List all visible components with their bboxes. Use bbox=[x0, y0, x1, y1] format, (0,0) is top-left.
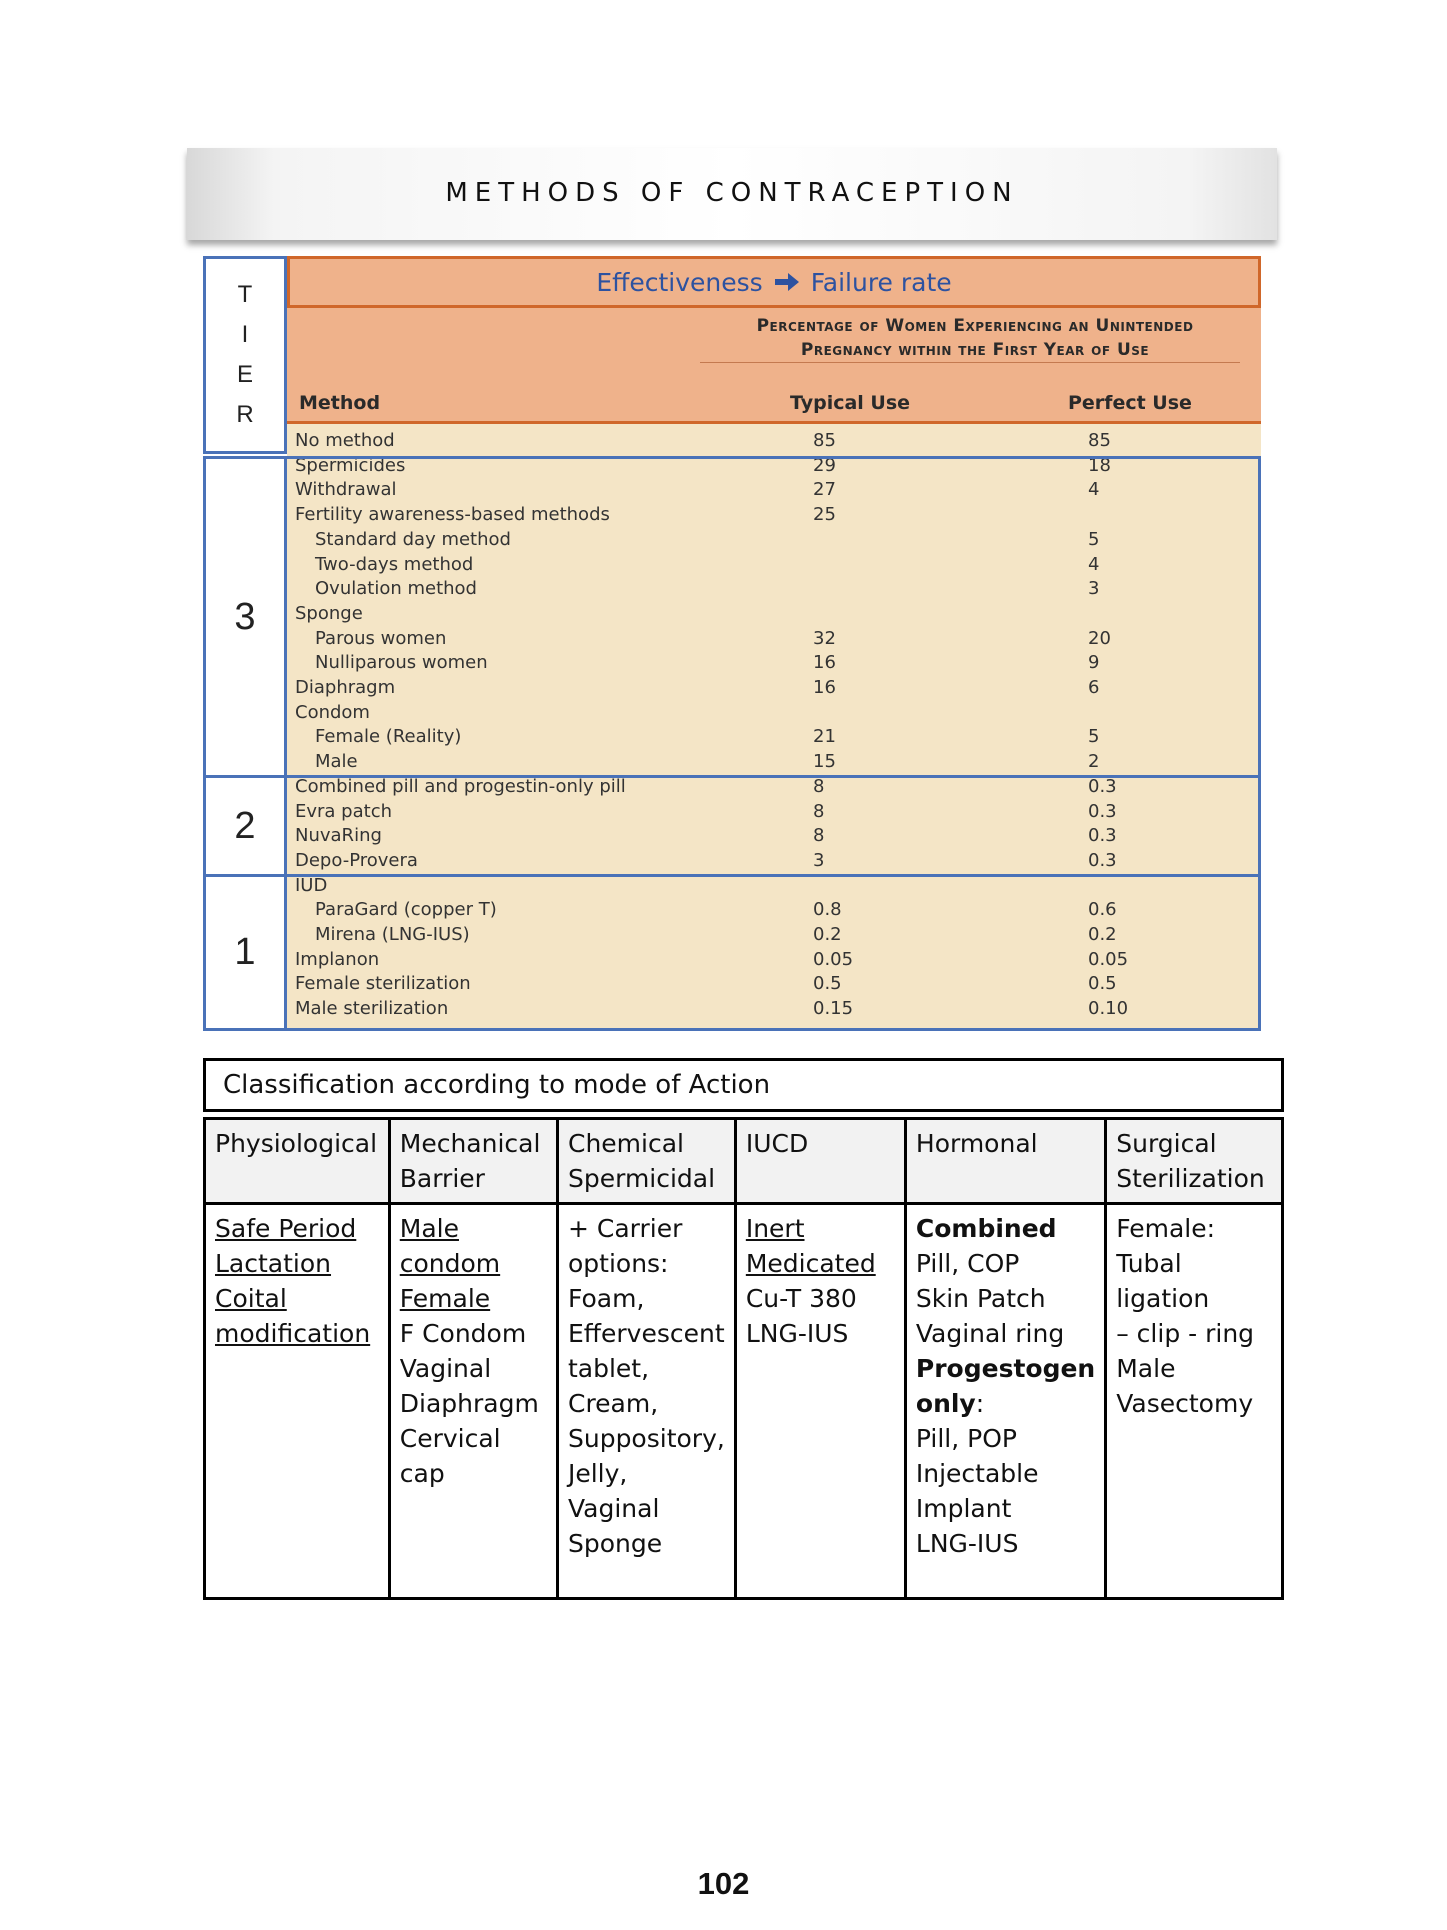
method-name: Condom bbox=[295, 701, 370, 723]
list-item: Inert bbox=[745, 1214, 805, 1243]
list-item: Safe Period bbox=[215, 1214, 357, 1243]
tier-3-label: 3 bbox=[203, 456, 287, 778]
perfect-use-value: 0.05 bbox=[1088, 948, 1129, 970]
list-item: – clip - ring bbox=[1116, 1319, 1255, 1348]
list-item: Cu-T 380 bbox=[745, 1284, 857, 1313]
tier-2-box bbox=[203, 775, 1261, 877]
header-text: Hormonal bbox=[915, 1129, 1038, 1158]
header-text: Spermicidal bbox=[567, 1164, 716, 1193]
tier-1-box bbox=[203, 874, 1261, 1031]
typical-use-value: 27 bbox=[813, 479, 836, 501]
page-title: METHODS OF CONTRACEPTION bbox=[445, 178, 1019, 208]
list-item: Suppository, bbox=[567, 1424, 725, 1453]
list-item: Sponge bbox=[567, 1529, 663, 1558]
list-item: Vaginal ring bbox=[915, 1319, 1065, 1348]
typical-use-value: 85 bbox=[813, 430, 836, 451]
list-item: Tubal ligation bbox=[1116, 1249, 1210, 1313]
list-item: options: bbox=[567, 1249, 669, 1278]
header-text: Sterilization bbox=[1116, 1164, 1265, 1193]
progestogen-only-label bbox=[916, 1386, 1095, 1421]
perfect-use-value: 85 bbox=[1088, 430, 1111, 451]
hormonal-cell bbox=[905, 1204, 1105, 1599]
perfect-use-value: 5 bbox=[1088, 726, 1100, 748]
physiological-cell bbox=[205, 1204, 390, 1599]
percentage-heading-line: Percentage of Women Experiencing an Unintended bbox=[756, 316, 1194, 336]
typical-use-value: 0.15 bbox=[813, 998, 854, 1020]
list-item: Coital bbox=[215, 1284, 287, 1313]
method-name: Diaphragm bbox=[295, 677, 396, 698]
header-text: Barrier bbox=[399, 1164, 485, 1193]
method-name: Male bbox=[315, 751, 358, 773]
tier-letter: I bbox=[241, 321, 249, 348]
list-item: F Condom bbox=[399, 1319, 527, 1348]
table-header-row bbox=[205, 1119, 1283, 1204]
list-item: Pill, POP bbox=[915, 1424, 1017, 1453]
perfect-use-value: 9 bbox=[1088, 652, 1100, 674]
header-iucd bbox=[735, 1119, 905, 1204]
classification-table bbox=[203, 1117, 1284, 1600]
arrow-right-icon bbox=[773, 270, 801, 294]
perfect-use-value: 20 bbox=[1088, 627, 1111, 649]
perfect-use-value: 0.3 bbox=[1088, 825, 1117, 847]
perfect-use-value: 4 bbox=[1088, 553, 1100, 575]
typical-use-value: 0.8 bbox=[813, 899, 842, 921]
typical-use-value: 25 bbox=[813, 504, 836, 526]
list-item: modification bbox=[215, 1319, 371, 1348]
list-item: + Carrier bbox=[567, 1214, 683, 1243]
effectiveness-label: Effectiveness bbox=[596, 267, 763, 297]
list-item: Pill, COP bbox=[915, 1249, 1020, 1278]
tier-letter: R bbox=[236, 401, 254, 428]
column-header-typical: Typical Use bbox=[790, 392, 911, 414]
list-item: Foam, bbox=[567, 1284, 645, 1313]
typical-use-value: 8 bbox=[813, 775, 825, 797]
list-item: Diaphragm bbox=[399, 1389, 539, 1418]
typical-use-value: 8 bbox=[813, 800, 825, 822]
typical-use-value: 16 bbox=[813, 677, 836, 698]
typical-use-value: 21 bbox=[813, 726, 836, 748]
header-chemical bbox=[557, 1119, 735, 1204]
tier-header bbox=[203, 256, 287, 454]
header-text: Chemical bbox=[567, 1129, 684, 1158]
typical-use-value: 32 bbox=[813, 627, 836, 649]
effectiveness-title bbox=[287, 256, 1261, 308]
header-mechanical bbox=[389, 1119, 557, 1204]
method-name: Depo-Provera bbox=[295, 849, 418, 871]
perfect-use-value: 2 bbox=[1088, 751, 1100, 773]
progestogen-only-text: only bbox=[915, 1389, 976, 1418]
typical-use-value: 3 bbox=[813, 849, 825, 871]
list-item: Female bbox=[399, 1284, 491, 1313]
perfect-use-value: 0.2 bbox=[1088, 924, 1117, 945]
method-name: Fertility awareness-based methods bbox=[295, 504, 610, 526]
header-text: IUCD bbox=[745, 1129, 809, 1158]
list-item: Female: bbox=[1116, 1214, 1216, 1243]
table-body-row bbox=[205, 1204, 1283, 1599]
typical-use-value: 8 bbox=[813, 825, 825, 847]
list-item: Skin Patch bbox=[915, 1284, 1046, 1313]
header-hormonal bbox=[905, 1119, 1105, 1204]
perfect-use-value: 0.3 bbox=[1088, 800, 1117, 822]
list-item: Injectable bbox=[915, 1459, 1039, 1488]
percentage-heading bbox=[695, 314, 1255, 362]
effectiveness-table bbox=[203, 256, 1261, 1031]
perfect-use-value: 0.3 bbox=[1088, 849, 1117, 871]
perfect-use-value: 18 bbox=[1088, 454, 1111, 476]
heading-rule bbox=[700, 362, 1240, 363]
column-header-perfect: Perfect Use bbox=[1068, 392, 1192, 414]
combined-label: Combined bbox=[915, 1214, 1057, 1243]
perfect-use-value: 6 bbox=[1088, 677, 1100, 698]
perfect-use-value: 3 bbox=[1088, 578, 1100, 600]
perfect-use-value: 0.10 bbox=[1088, 998, 1129, 1020]
list-item: Male bbox=[399, 1214, 459, 1243]
list-item: Cervical cap bbox=[399, 1424, 501, 1488]
list-item: tablet, bbox=[567, 1354, 650, 1383]
mechanical-cell bbox=[389, 1204, 557, 1599]
list-item: LNG-IUS bbox=[745, 1319, 849, 1348]
header-banner bbox=[187, 148, 1277, 240]
column-header-method: Method bbox=[299, 392, 381, 414]
progestogen-label: Progestogen bbox=[915, 1354, 1096, 1383]
method-name: Male sterilization bbox=[295, 998, 449, 1020]
table-row bbox=[295, 428, 1245, 453]
list-item: Vaginal bbox=[567, 1494, 660, 1523]
list-item: Male bbox=[1116, 1354, 1176, 1383]
typical-use-value: 15 bbox=[813, 751, 836, 773]
header-physiological bbox=[205, 1119, 390, 1204]
typical-use-value: 29 bbox=[813, 454, 836, 476]
method-name: Female sterilization bbox=[295, 973, 471, 995]
percentage-heading-line: Pregnancy within the First Year of Use bbox=[800, 340, 1150, 360]
tier-letter: T bbox=[237, 281, 253, 308]
method-name: Mirena (LNG-IUS) bbox=[315, 924, 470, 945]
typical-use-value: 16 bbox=[813, 652, 836, 674]
method-name: Standard day method bbox=[315, 528, 511, 550]
list-item: Jelly, bbox=[567, 1459, 628, 1488]
method-name: Parous women bbox=[315, 627, 447, 649]
method-name: Withdrawal bbox=[295, 479, 397, 501]
method-name: No method bbox=[295, 430, 395, 451]
iucd-cell bbox=[735, 1204, 905, 1599]
method-name: Nulliparous women bbox=[315, 652, 488, 674]
tier-1-label: 1 bbox=[203, 874, 287, 1031]
perfect-use-value: 0.6 bbox=[1088, 899, 1117, 921]
list-item: Effervescent bbox=[567, 1319, 725, 1348]
method-name: Sponge bbox=[295, 602, 363, 624]
list-item: condom bbox=[399, 1249, 501, 1278]
method-name: IUD bbox=[295, 874, 328, 896]
method-name: Combined pill and progestin-only pill bbox=[295, 775, 626, 797]
list-item: Vasectomy bbox=[1116, 1389, 1254, 1418]
list-item: Medicated bbox=[745, 1249, 876, 1278]
perfect-use-value: 5 bbox=[1088, 528, 1100, 550]
typical-use-value: 0.05 bbox=[813, 948, 854, 970]
failure-rate-label: Failure rate bbox=[810, 267, 952, 297]
surgical-cell bbox=[1106, 1204, 1283, 1599]
classification-title: Classification according to mode of Action bbox=[203, 1058, 1284, 1112]
tier-3-box bbox=[203, 456, 1261, 778]
method-name: Spermicides bbox=[295, 454, 406, 476]
header-text: Mechanical bbox=[399, 1129, 541, 1158]
method-name: Implanon bbox=[295, 948, 380, 970]
colon-text: : bbox=[975, 1389, 985, 1418]
method-name: NuvaRing bbox=[295, 825, 382, 847]
list-item: LNG-IUS bbox=[915, 1529, 1019, 1558]
list-item: Vaginal bbox=[399, 1354, 492, 1383]
header-surgical bbox=[1106, 1119, 1283, 1204]
method-name: ParaGard (copper T) bbox=[315, 899, 497, 921]
perfect-use-value: 4 bbox=[1088, 479, 1100, 501]
tier-2-label: 2 bbox=[203, 775, 287, 877]
header-text: Surgical bbox=[1116, 1129, 1217, 1158]
perfect-use-value: 0.5 bbox=[1088, 973, 1117, 995]
header-text: Physiological bbox=[215, 1129, 378, 1158]
method-name: Female (Reality) bbox=[315, 726, 462, 748]
perfect-use-value: 0.3 bbox=[1088, 775, 1117, 797]
header-divider bbox=[287, 421, 1261, 424]
typical-use-value: 0.5 bbox=[813, 973, 842, 995]
list-item: Implant bbox=[915, 1494, 1012, 1523]
typical-use-value: 0.2 bbox=[813, 924, 842, 945]
method-name: Ovulation method bbox=[315, 578, 477, 600]
tier-letter: E bbox=[236, 361, 253, 388]
method-name: Evra patch bbox=[295, 800, 392, 822]
list-item: Cream, bbox=[567, 1389, 659, 1418]
page-number: 102 bbox=[697, 1866, 750, 1901]
method-name: Two-days method bbox=[315, 553, 474, 575]
list-item: Lactation bbox=[215, 1249, 332, 1278]
chemical-cell bbox=[557, 1204, 735, 1599]
